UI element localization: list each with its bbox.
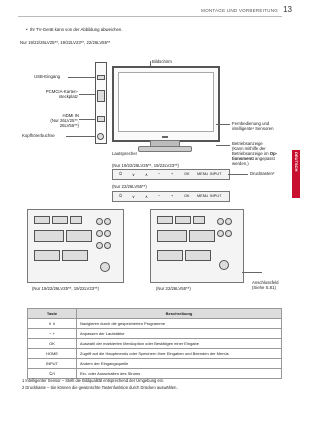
leader-fernbedienung [216,124,230,125]
bar-button-icon: ⏻ [119,171,123,176]
label-kopfhoerer: Kopfhörerbuchse [22,133,55,138]
label-fernbedienung: Fernbedienung und intelligente¹ Sensoren [232,121,274,131]
desc-cell: Ein- oder Ausschalten des Stroms [77,369,282,379]
bar-button-icon: MENU [197,171,209,176]
col-header-taste: Taste [28,309,77,319]
footnote-2: 2 Druckkaste – Sie können die gewünschte Tastenfunktion durch Drücken auswählen. [22,385,178,390]
desc-cell: Navigieren durch die gespeicherten Programme [77,319,282,329]
leader-anschluss [242,272,262,273]
pcmcia-slot-icon [97,90,105,102]
key-cell: − + [28,329,77,339]
table-row [28,349,282,359]
label-anschluss: Anschlussfeld (Siehe S.81) [252,280,279,290]
table-row [28,359,282,369]
key-cell: OK [28,339,77,349]
bar-button-icon: INPUT [210,193,222,198]
key-cell: INPUT [28,359,77,369]
label-usb: USB-Eingang [34,74,61,79]
hdmi-port-icon [97,116,105,122]
model-bar2-label: (Nur 22/26LV55**) [112,184,147,189]
language-tab [292,150,300,198]
bar-button-icon: OK [184,193,190,198]
model-bar1-label: (Nur 19/22/26LV25**, 19/22LV23**) [112,163,179,168]
key-cell: ⏻/I [28,369,77,379]
panel-left-models: (Nur 19/22/26LV25**, 19/22LV23**) [32,286,99,291]
connection-panel-left [27,209,124,283]
section-title: MONTAGE UND VORBEREITUNG [201,8,278,13]
key-table [27,308,282,379]
bar-button-icon: + [171,171,174,176]
desc-cell: Zugriff auf die Hauptmenüs oder Speichern Ihrer Eingaben und Beenden der Menüs [77,349,282,359]
label-bildschirm: Bildschirm [152,59,172,64]
intro-note-text: Ihr TV-Gerät kann von der Abbildung abweichen. [29,27,123,32]
bar-button-icon: − [158,193,161,198]
table-row [28,319,282,329]
bar-button-icon: MENU [197,193,209,198]
header-rule [18,16,282,17]
usb-port-icon [97,75,105,80]
bar-button-icon: ∨ [132,194,135,199]
bar-button-icon: OK [184,171,190,176]
bar-button-icon: ∧ [145,172,148,177]
bar-button-icon: − [158,171,161,176]
footnote-1: 1 Intelligenter Sensor – Stellt die Bildqualität entsprechend der Umgebung ein. [22,378,165,383]
label-drucktasten: Drucktasten² [250,171,275,176]
table-row [28,329,282,339]
tv-screen [112,66,220,142]
desc-cell: Auswahl der markierten Menüoption oder Bestätigen einer Eingabe [77,339,282,349]
bar-button-icon: INPUT [210,171,222,176]
leader-betriebsanzeige [216,145,230,146]
headphone-jack-icon [97,133,104,140]
bar-button-icon: ⏻ [119,193,123,198]
key-table-header [28,309,282,319]
label-hdmi: HDMI IN (Nur 26LV25**, 26LV55**) [50,113,79,128]
tv-stand-base [138,146,192,152]
table-row [28,339,282,349]
bar-button-icon: + [171,193,174,198]
leader-hdmi [79,119,95,120]
connection-panel-right [150,209,244,283]
desc-cell: Ändern der Eingangsquelle [77,359,282,369]
bar-button-icon: ∧ [145,194,148,199]
leader-usb [68,77,95,78]
page-header [0,0,300,16]
button-bar-2 [112,191,230,202]
panel-right-models: (Nur 22/26LV55**) [156,286,191,291]
leader-drucktasten [228,174,248,175]
label-betriebsanzeige: Betriebsanzeige (Kann mithilfe der Betriebsanzeige im Op- tionsmenü angepasst werden.) [232,141,278,166]
label-pcmcia: PCMCIA-Karten- steckplatz [45,89,78,99]
leader-pcmcia [79,94,95,95]
button-bar-1 [112,169,230,180]
bar-button-icon: ∨ [132,172,135,177]
label-lautsprecher: Lautsprecher [112,151,138,156]
key-cell: HOME [28,349,77,359]
col-header-beschreibung: Beschreibung [77,309,282,319]
key-cell: ∨ ∧ [28,319,77,329]
page-number: 13 [283,5,292,14]
intro-note: • Ihr TV-Gerät kann von der Abbildung abweichen. [26,27,123,32]
desc-cell: Anpassen der Lautstärke [77,329,282,339]
language-tab-label: DEUTSCH [294,152,299,172]
table-row [28,369,282,379]
models-top: Nur 19/22/26LV25**, 19/22LV23**, 22/26LV55** [20,40,111,45]
power-led-icon [162,136,168,138]
leader-kopfhoerer [66,136,95,137]
